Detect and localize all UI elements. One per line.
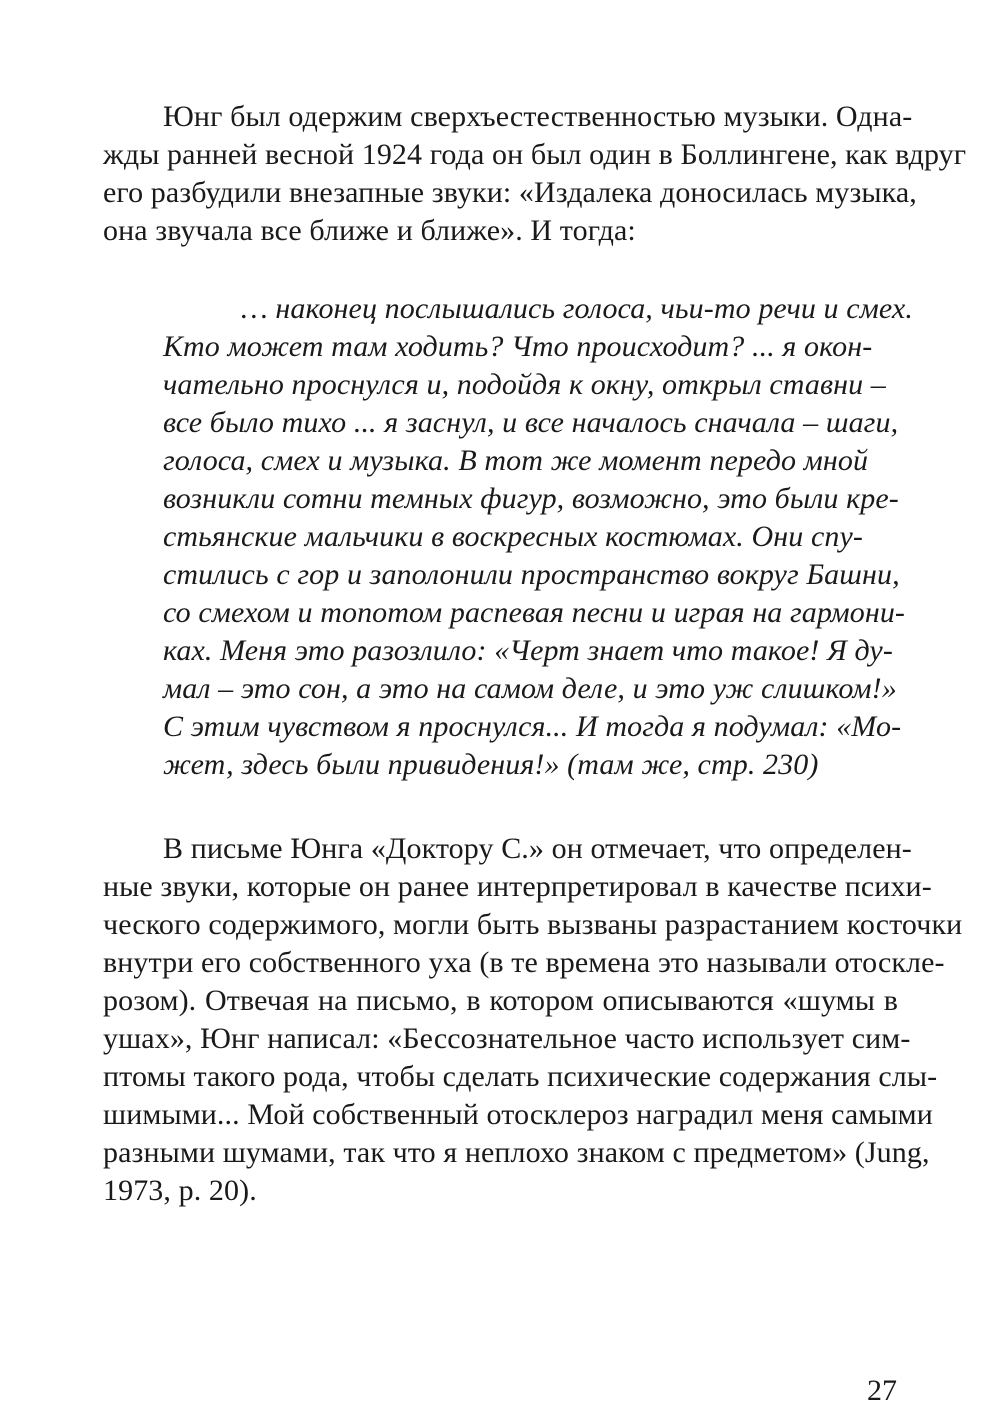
quote-line-12: С этим чувством я проснулся... И тогда я подумал: «Мо- (163, 710, 902, 743)
quote-line-13: жет, здесь были привидения!» (там же, стр. 230) (163, 748, 819, 781)
quote-line-5: голоса, смех и музыка. В тот же момент передо мной (163, 444, 869, 477)
paragraph-2-line-2: ные звуки, которые он ранее интерпретировал в качестве психи- (103, 870, 932, 903)
page-number: 27 (867, 1374, 897, 1407)
paragraph-1-line-2: жды ранней весной 1924 года он был один в Боллингене, как вдруг (103, 138, 967, 171)
paragraph-2-line-5: розом). Отвечая на письмо, в котором описываются «шумы в (103, 984, 898, 1017)
paragraph-2-line-8: шимыми... Мой собственный отосклероз наградил меня самыми (103, 1098, 933, 1131)
paragraph-2-line-9: разными шумами, так что я неплохо знаком с предметом» (Jung, (103, 1136, 930, 1169)
paragraph-2-line-4: внутри его собственного уха (в те времена это называли отоскле- (103, 946, 945, 979)
quote-line-2: Кто может там ходить? Что происходит? ... я окон- (163, 330, 873, 363)
quote-line-6: возникли сотни темных фигур, возможно, это были кре- (163, 482, 899, 515)
quote-line-4: все было тихо ... я заснул, и все началось сначала – шаги, (163, 406, 899, 439)
quote-line-1: … наконец послышались голоса, чьи-то речи и смех. (241, 292, 913, 325)
quote-line-10: ках. Меня это разозлило: «Черт знает что такое! Я ду- (163, 634, 893, 667)
quote-line-9: со смехом и топотом распевая песни и играя на гармони- (163, 596, 906, 629)
paragraph-1-line-3: его разбудили внезапные звуки: «Издалека доносилась музыка, (103, 176, 917, 209)
quote-line-11: мал – это сон, а это на самом деле, и это уж слишком!» (163, 672, 897, 705)
paragraph-2-line-6: ушах», Юнг написал: «Бессознательное часто использует сим- (103, 1022, 911, 1055)
paragraph-2-line-1: В письме Юнга «Доктору С.» он отмечает, что определен- (163, 832, 912, 865)
paragraph-1-line-4: она звучала все ближе и ближе». И тогда: (103, 214, 636, 247)
quote-line-7: стьянские мальчики в воскресных костюмах. Они спу- (163, 520, 863, 553)
paragraph-2-line-10: 1973, p. 20). (103, 1174, 257, 1207)
paragraph-1-line-1: Юнг был одержим сверхъестественностью музыки. Одна- (163, 100, 913, 133)
paragraph-2-line-3: ческого содержимого, могли быть вызваны разрастанием косточки (103, 908, 963, 941)
paragraph-2-line-7: птомы такого рода, чтобы сделать психические содержания слы- (103, 1060, 938, 1093)
quote-line-3: чательно проснулся и, подойдя к окну, открыл ставни – (163, 368, 886, 401)
quote-line-8: стились с гор и заполонили пространство вокруг Башни, (163, 558, 900, 591)
